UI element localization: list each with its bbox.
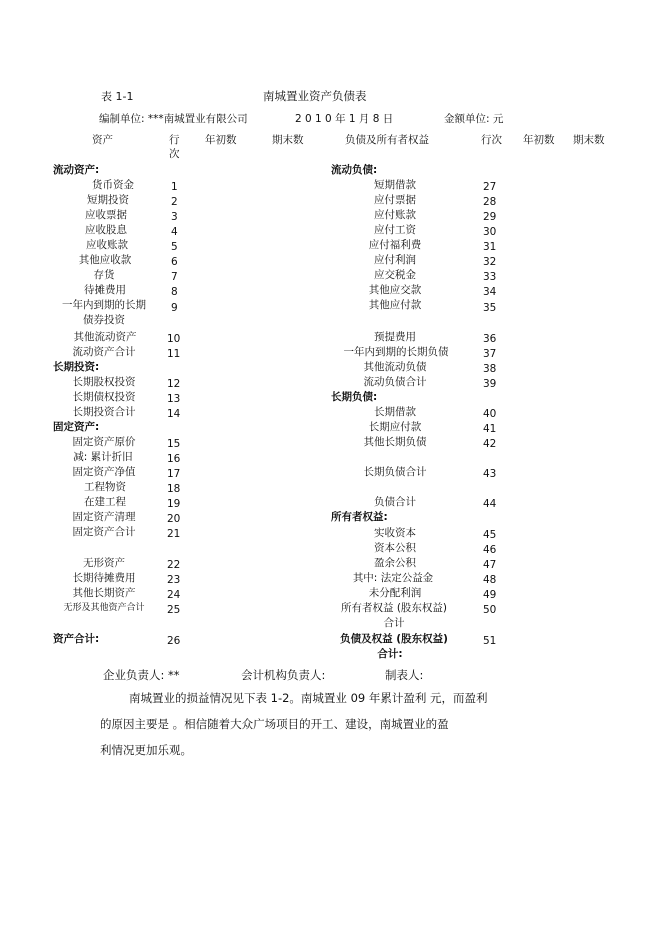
asset-row-no: 25: [167, 604, 181, 616]
liability-label: 其中: 法定公益金: [352, 572, 434, 584]
asset-row-no: 8: [171, 286, 178, 298]
header-row-no-2: 次: [169, 148, 180, 160]
asset-row-no: 16: [167, 453, 181, 465]
asset-row-no: 13: [167, 393, 181, 405]
liability-label: 短期借款: [374, 179, 416, 191]
asset-row-no: 21: [167, 528, 181, 540]
liability-label: 一年内到期的长期负债: [343, 346, 449, 358]
asset-row-no: 20: [167, 513, 181, 525]
asset-label: 其他应收款: [78, 254, 132, 266]
liability-label: 实收资本: [374, 527, 416, 539]
liability-row-no: 37: [483, 348, 497, 360]
asset-row-no: 22: [167, 559, 181, 571]
header-begin-2: 年初数: [523, 134, 555, 146]
total-assets-label: 资产合计:: [53, 633, 100, 645]
liability-row-no: 31: [483, 241, 497, 253]
section-fixed-assets: 固定资产:: [53, 421, 100, 433]
liability-row-no: 35: [483, 302, 497, 314]
report-date: 2 0 1 0 年 1 月 8 日: [295, 113, 394, 125]
asset-row-no: 24: [167, 589, 181, 601]
asset-row-no: 12: [167, 378, 181, 390]
liability-row-no: 29: [483, 211, 497, 223]
signature-enterprise-head: 企业负责人: **: [103, 668, 180, 682]
currency-unit: 金额单位: 元: [444, 113, 504, 125]
asset-label: 减: 累计折旧: [73, 451, 133, 463]
asset-row-no: 18: [167, 483, 181, 495]
header-end: 期末数: [272, 134, 304, 146]
liability-label: 长期应付款: [368, 421, 422, 433]
asset-label: 其他流动资产: [73, 331, 137, 343]
asset-row-no: 10: [167, 333, 181, 345]
liability-row-no: 38: [483, 363, 497, 375]
signature-preparer: 制表人:: [385, 668, 424, 682]
liability-row-no: 28: [483, 196, 497, 208]
liability-label: 长期借款: [374, 406, 416, 418]
asset-row-no: 3: [171, 211, 178, 223]
asset-label: 固定资产原价: [72, 436, 136, 448]
liability-row-no: 48: [483, 574, 497, 586]
section-equity: 所有者权益:: [331, 511, 388, 523]
liability-row-no: 41: [483, 423, 497, 435]
liability-row-no: 34: [483, 286, 497, 298]
asset-label: 货币资金: [92, 179, 134, 191]
asset-row-no: 9: [171, 302, 178, 314]
asset-label: 存货: [93, 269, 115, 281]
asset-label: 固定资产清理: [72, 511, 136, 523]
header-begin: 年初数: [205, 134, 237, 146]
liability-label: 其他应交款: [368, 284, 422, 296]
header-row-no: 行次: [481, 134, 502, 146]
asset-row-no: 1: [171, 181, 178, 193]
asset-row-no: 2: [171, 196, 178, 208]
table-label: 表 1-1: [101, 90, 134, 103]
liability-label: 应付工资: [374, 224, 416, 236]
liability-row-no: 44: [483, 498, 497, 510]
asset-row-no: 23: [167, 574, 181, 586]
asset-label: 应收股息: [85, 224, 127, 236]
asset-row-no: 17: [167, 468, 181, 480]
liability-label: 流动负债合计: [363, 376, 427, 388]
asset-row-no: 7: [171, 271, 178, 283]
asset-row-no: 14: [167, 408, 181, 420]
asset-row-no: 19: [167, 498, 181, 510]
liability-label: 应付账款: [374, 209, 416, 221]
liability-label: 未分配利润: [368, 587, 422, 599]
liability-row-no: 30: [483, 226, 497, 238]
total-liabilities-equity-label: 合计:: [377, 648, 403, 660]
page-title: 南城置业资产负债表: [263, 89, 367, 103]
asset-label: 其他长期资产: [72, 587, 136, 599]
liability-label: 应付福利费: [368, 239, 422, 251]
paragraph-line-3: 利情况更加乐观。: [100, 743, 192, 757]
asset-label: 长期债权投资: [72, 391, 136, 403]
asset-label: 待摊费用: [84, 284, 126, 296]
liability-row-no: 27: [483, 181, 497, 193]
liability-label: 其他应付款: [368, 299, 422, 311]
liability-label: 其他流动负债: [363, 361, 427, 373]
liability-label: 盈余公积: [374, 557, 416, 569]
liability-label: 应交税金: [374, 269, 416, 281]
paragraph-line-2: 的原因主要是 。相信随着大众广场项目的开工、建设，南城置业的盈: [100, 717, 449, 731]
asset-label: 流动资产合计: [72, 346, 136, 358]
asset-label: 固定资产合计: [72, 526, 136, 538]
liability-label: 负债合计: [374, 496, 416, 508]
asset-label: 工程物资: [84, 481, 126, 493]
liability-label: 预提费用: [374, 331, 416, 343]
liability-row-no: 36: [483, 333, 497, 345]
liability-row-no: 46: [483, 544, 497, 556]
liability-label: 资本公积: [374, 542, 416, 554]
liability-row-no: 42: [483, 438, 497, 450]
header-end-2: 期末数: [573, 134, 605, 146]
liability-label: 长期负债合计: [363, 466, 427, 478]
liability-row-no: 51: [483, 635, 497, 647]
signature-accounting-head: 会计机构负责人:: [241, 668, 326, 682]
asset-label: 长期投资合计: [72, 406, 136, 418]
asset-label: 长期股权投资: [72, 376, 136, 388]
liability-row-no: 47: [483, 559, 497, 571]
section-current-liabilities: 流动负债:: [331, 164, 378, 176]
total-liabilities-equity-label: 负债及权益 (股东权益): [340, 633, 448, 645]
asset-label: 一年内到期的长期: [62, 299, 146, 311]
liability-label: 应付利润: [374, 254, 416, 266]
asset-row-no: 4: [171, 226, 178, 238]
liability-label: 应付票据: [374, 194, 416, 206]
liability-row-no: 33: [483, 271, 497, 283]
asset-row-no: 26: [167, 635, 181, 647]
liability-row-no: 43: [483, 468, 497, 480]
paragraph-line-1: 南城置业的损益情况见下表 1-2。南城置业 09 年累计盈利 元，而盈利: [129, 691, 488, 705]
header-assets: 资产: [92, 134, 113, 146]
liability-label: 其他长期负债: [363, 436, 427, 448]
section-long-liabilities: 长期负债:: [331, 391, 378, 403]
liability-row-no: 49: [483, 589, 497, 601]
liability-row-no: 45: [483, 529, 497, 541]
asset-label: 短期投资: [87, 194, 129, 206]
asset-label: 应收票据: [85, 209, 127, 221]
compiler-unit: 编制单位: ***南城置业有限公司: [99, 113, 248, 125]
liability-row-no: 40: [483, 408, 497, 420]
asset-label: 固定资产净值: [72, 466, 136, 478]
asset-row-no: 5: [171, 241, 178, 253]
section-long-investment: 长期投资:: [53, 361, 100, 373]
asset-label: 在建工程: [84, 496, 126, 508]
liability-label: 所有者权益 (股东权益): [340, 602, 448, 614]
asset-label: 债券投资: [83, 314, 125, 326]
header-row-no-1: 行: [169, 134, 180, 146]
liability-row-no: 39: [483, 378, 497, 390]
section-current-assets: 流动资产:: [53, 164, 100, 176]
asset-label: 无形及其他资产合计: [63, 603, 145, 613]
asset-label: 长期待摊费用: [72, 572, 136, 584]
asset-row-no: 6: [171, 256, 178, 268]
liability-row-no: 50: [483, 604, 497, 616]
liability-row-no: 32: [483, 256, 497, 268]
asset-label: 无形资产: [83, 557, 125, 569]
asset-row-no: 11: [167, 348, 181, 360]
asset-label: 应收账款: [86, 239, 128, 251]
liability-label: 合计: [383, 617, 405, 629]
header-liabilities: 负债及所有者权益: [345, 134, 429, 146]
asset-row-no: 15: [167, 438, 181, 450]
